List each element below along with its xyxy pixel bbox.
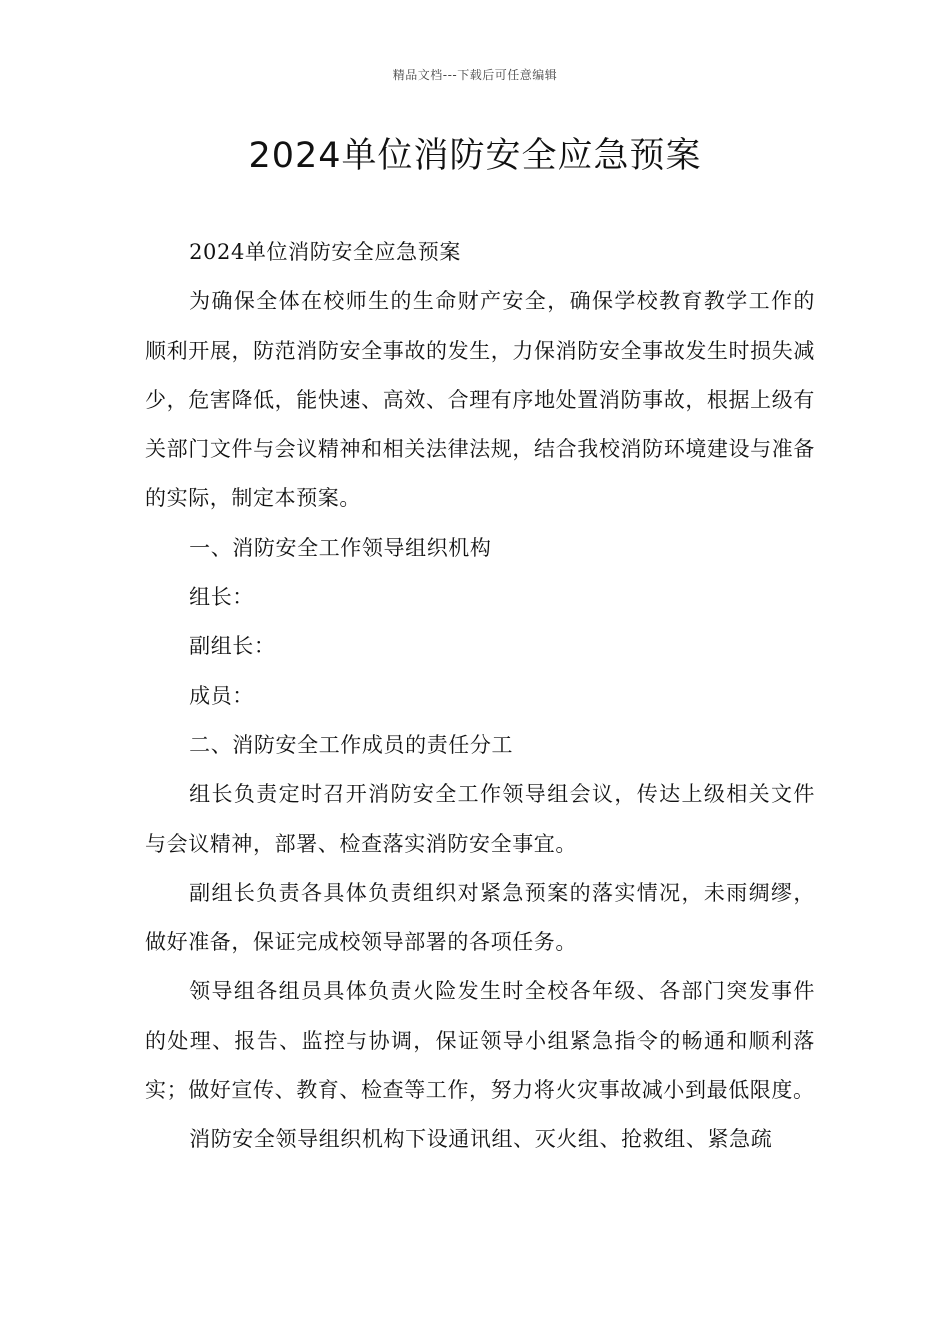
paragraph-member-duties: 领导组各组员具体负责火险发生时全校各年级、各部门突发事件的处理、报告、监控与协调，保证领导小组紧急指令的畅通和顺利落实；做好宣传、教育、检查等工作，努力将火灾事故减小到最低限度。 bbox=[145, 979, 815, 1103]
document-title: 2024单位消防安全应急预案 bbox=[248, 136, 702, 176]
header-note: 精品文档---下载后可任意编辑 bbox=[392, 68, 558, 82]
paragraph-leader-duties: 组长负责定时召开消防安全工作领导组会议，传达上级相关文件与会议精神，部署、检查落实消防安全事宜。 bbox=[145, 782, 815, 856]
field-members: 成员： bbox=[189, 683, 254, 708]
section-heading-organization: 一、消防安全工作领导组织机构 bbox=[189, 535, 492, 560]
paragraph-subgroups: 消防安全领导组织机构下设通讯组、灭火组、抢救组、紧急疏 bbox=[189, 1127, 773, 1152]
paragraph-intro: 为确保全体在校师生的生命财产安全，确保学校教育教学工作的顺利开展，防范消防安全事故的发生，力保消防安全事故发生时损失减少，危害降低，能快速、高效、合理有序地处置消防事故，根据上级有关部门文件与会议精神和相关法律法规，结合我校消防环境建设与准备的实际，制定本预案。 bbox=[145, 289, 815, 511]
field-leader: 组长： bbox=[189, 585, 254, 610]
paragraph-deputy-duties: 副组长负责各具体负责组织对紧急预案的落实情况，未雨绸缪，做好准备，保证完成校领导部署的各项任务。 bbox=[145, 880, 815, 955]
section-heading-responsibilities: 二、消防安全工作成员的责任分工 bbox=[189, 732, 514, 757]
document-body bbox=[145, 228, 815, 1165]
field-deputy-leader: 副组长： bbox=[189, 634, 276, 659]
paragraph-subtitle: 2024单位消防安全应急预案 bbox=[189, 240, 461, 264]
